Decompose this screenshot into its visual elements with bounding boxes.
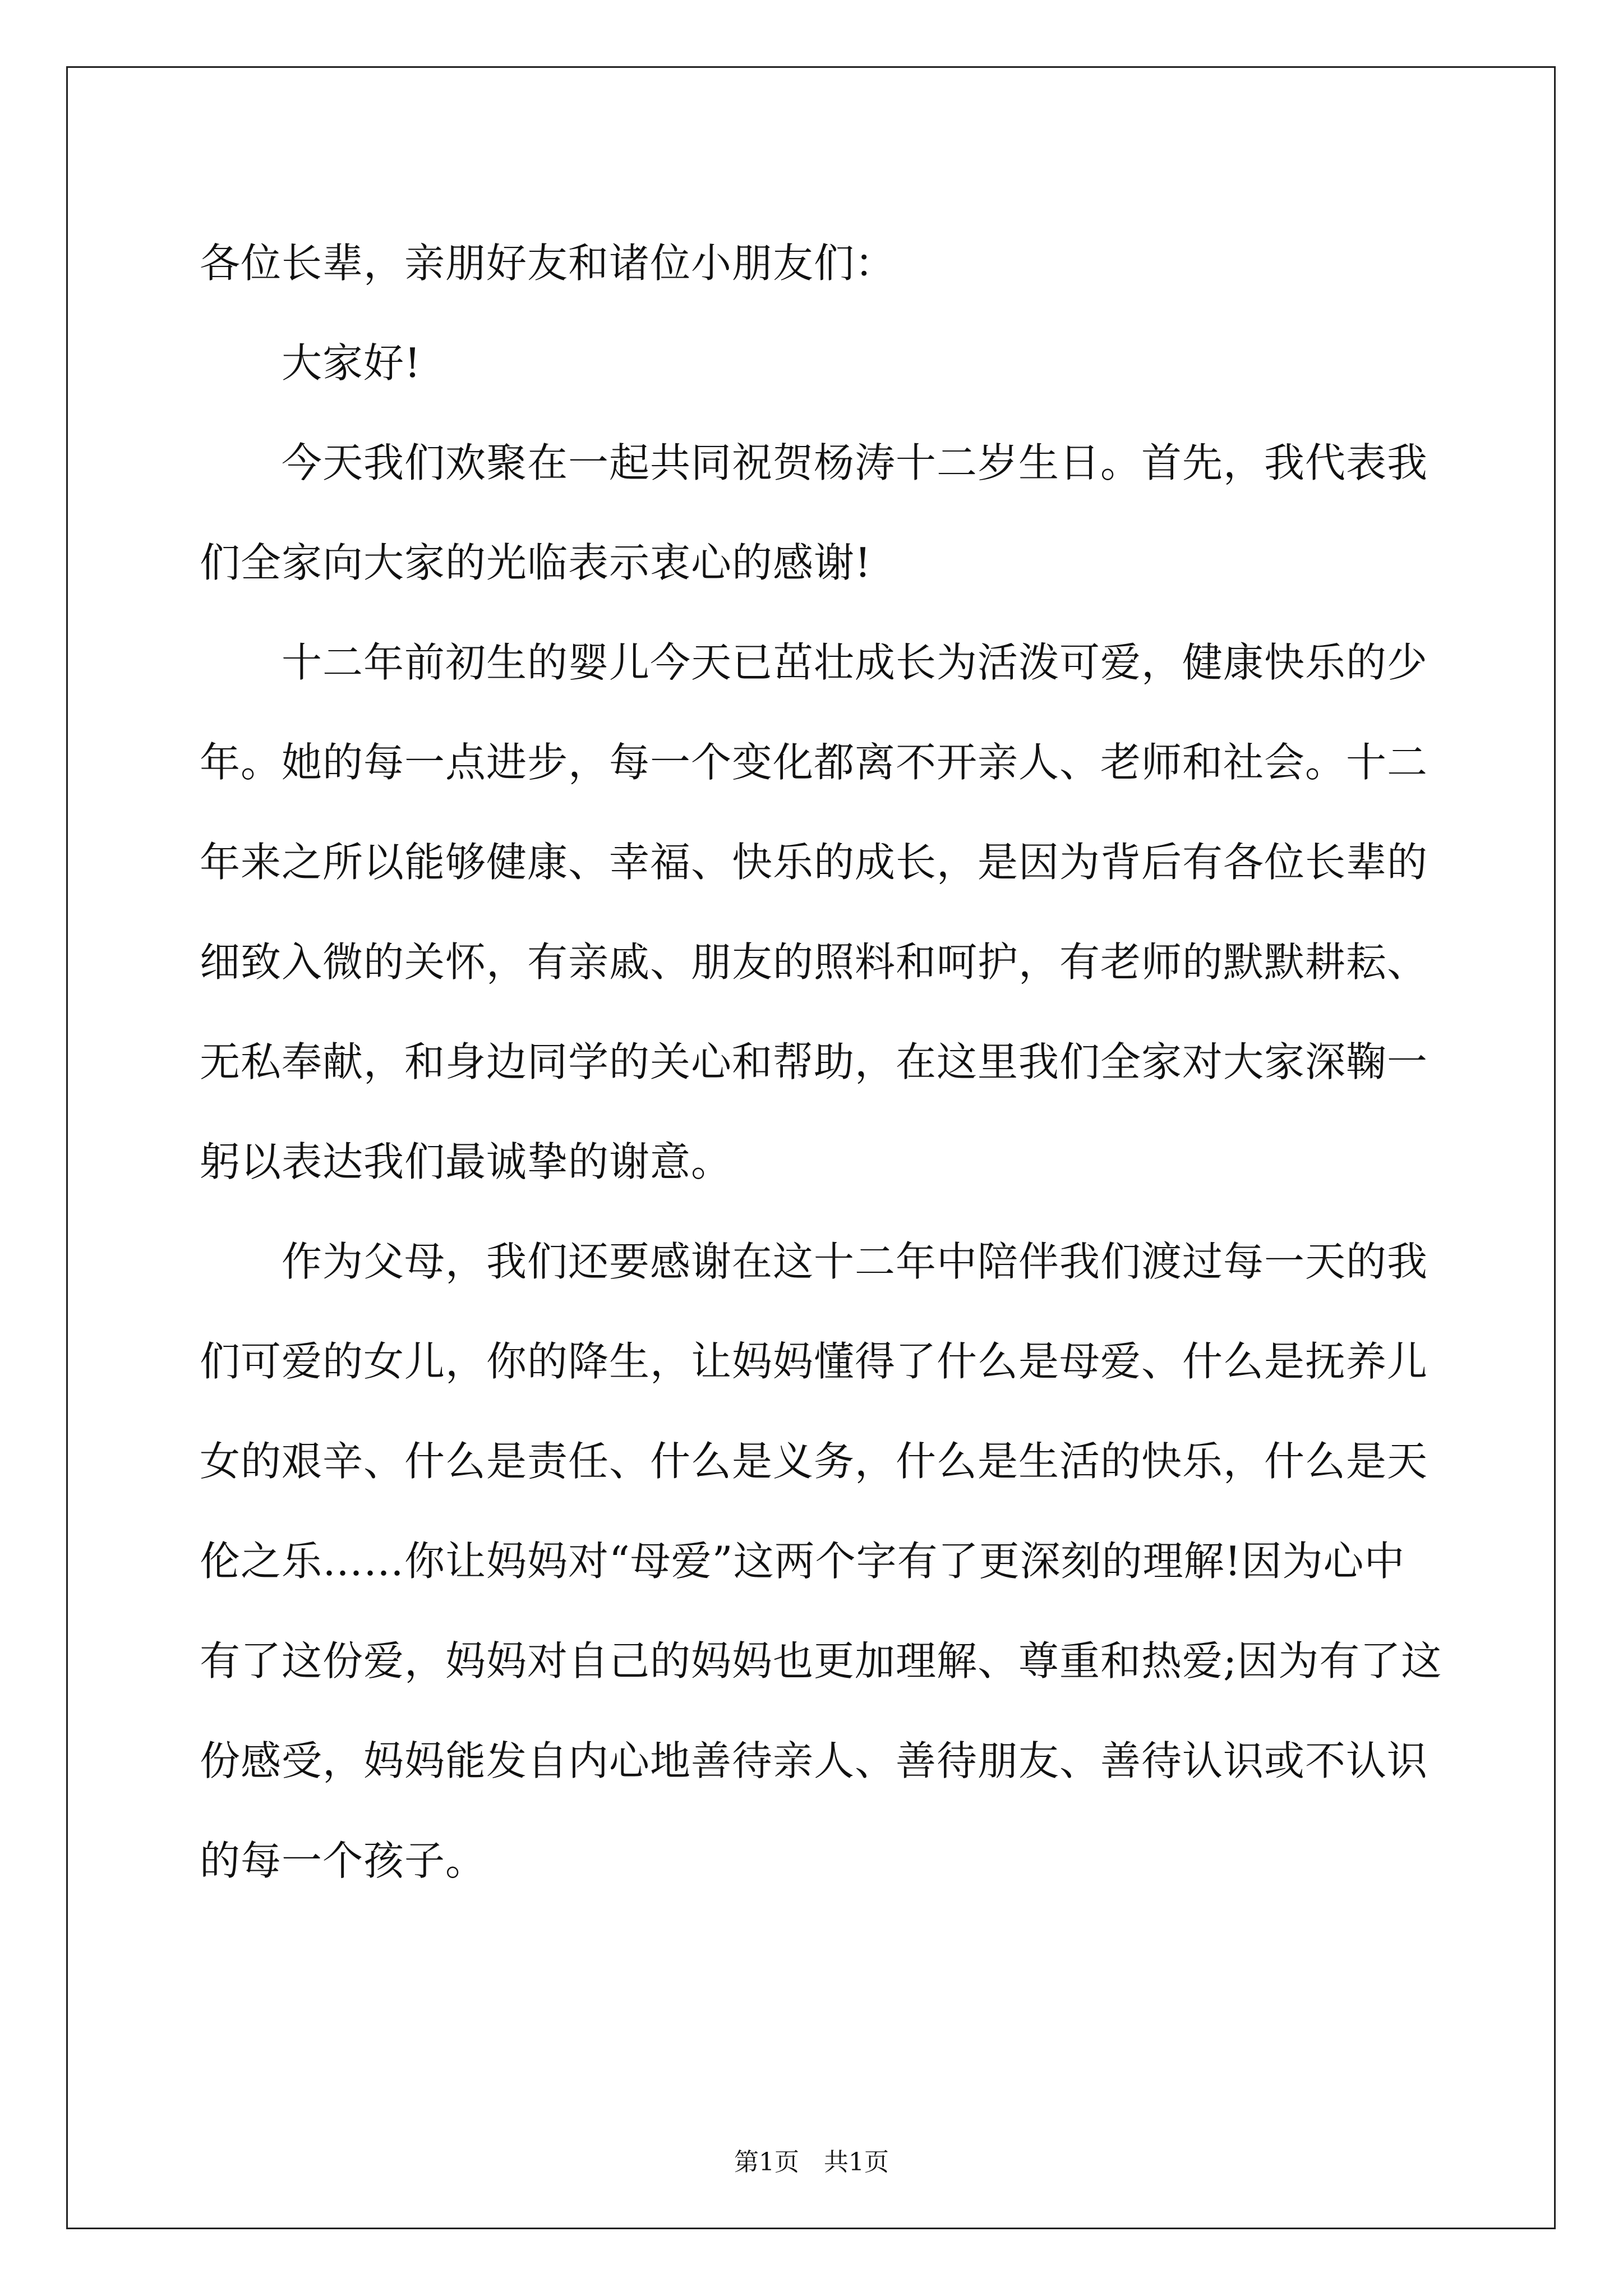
paragraph-3-line-7: 的每一个孩子。 (200, 1837, 487, 1884)
paragraph-2-line-2: 年。她的每一点进步，每一个变化都离不开亲人、老师和社会。十二 (200, 739, 1428, 786)
page-number-total: 共1页 (824, 2148, 889, 2177)
paragraph-3-line-6: 份感受，妈妈能发自内心地善待亲人、善待朋友、善待认识或不认识 (200, 1737, 1428, 1784)
paragraph-3-line-1: 作为父母，我们还要感谢在这十二年中陪伴我们渡过每一天的我 (282, 1238, 1428, 1285)
paragraph-3-line-5: 有了这份爱，妈妈对自己的妈妈也更加理解、尊重和热爱;因为有了这 (200, 1637, 1442, 1685)
page-number-current: 第1页 (734, 2148, 799, 2177)
paragraph-1-line-1: 今天我们欢聚在一起共同祝贺杨涛十二岁生日。首先，我代表我 (282, 439, 1428, 486)
paragraph-2-line-1: 十二年前初生的婴儿今天已茁壮成长为活泼可爱，健康快乐的少 (282, 639, 1428, 686)
paragraph-2-line-4: 细致入微的关怀，有亲戚、朋友的照料和呵护，有老师的默默耕耘、 (200, 938, 1428, 986)
page-footer (0, 2142, 1623, 2178)
greeting-line: 各位长辈，亲朋好友和诸位小朋友们： (200, 240, 896, 287)
paragraph-2-line-3: 年来之所以能够健康、幸福、快乐的成长，是因为背后有各位长辈的 (200, 839, 1428, 886)
paragraph-3-line-3: 女的艰辛、什么是责任、什么是义务，什么是生活的快乐，什么是天 (200, 1438, 1428, 1485)
paragraph-3-line-4: 伦之乐……你让妈妈对“母爱”这两个字有了更深刻的理解!因为心中 (200, 1538, 1405, 1585)
document-body (200, 213, 1442, 1911)
paragraph-2-line-5: 无私奉献，和身边同学的关心和帮助，在这里我们全家对大家深鞠一 (200, 1038, 1428, 1085)
paragraph-3-line-2: 们可爱的女儿，你的降生，让妈妈懂得了什么是母爱、什么是抚养儿 (200, 1338, 1428, 1385)
hello-line: 大家好! (282, 339, 421, 386)
paragraph-1-line-2: 们全家向大家的光临表示衷心的感谢! (200, 539, 872, 586)
paragraph-2-line-6: 躬以表达我们最诚挚的谢意。 (200, 1138, 732, 1185)
